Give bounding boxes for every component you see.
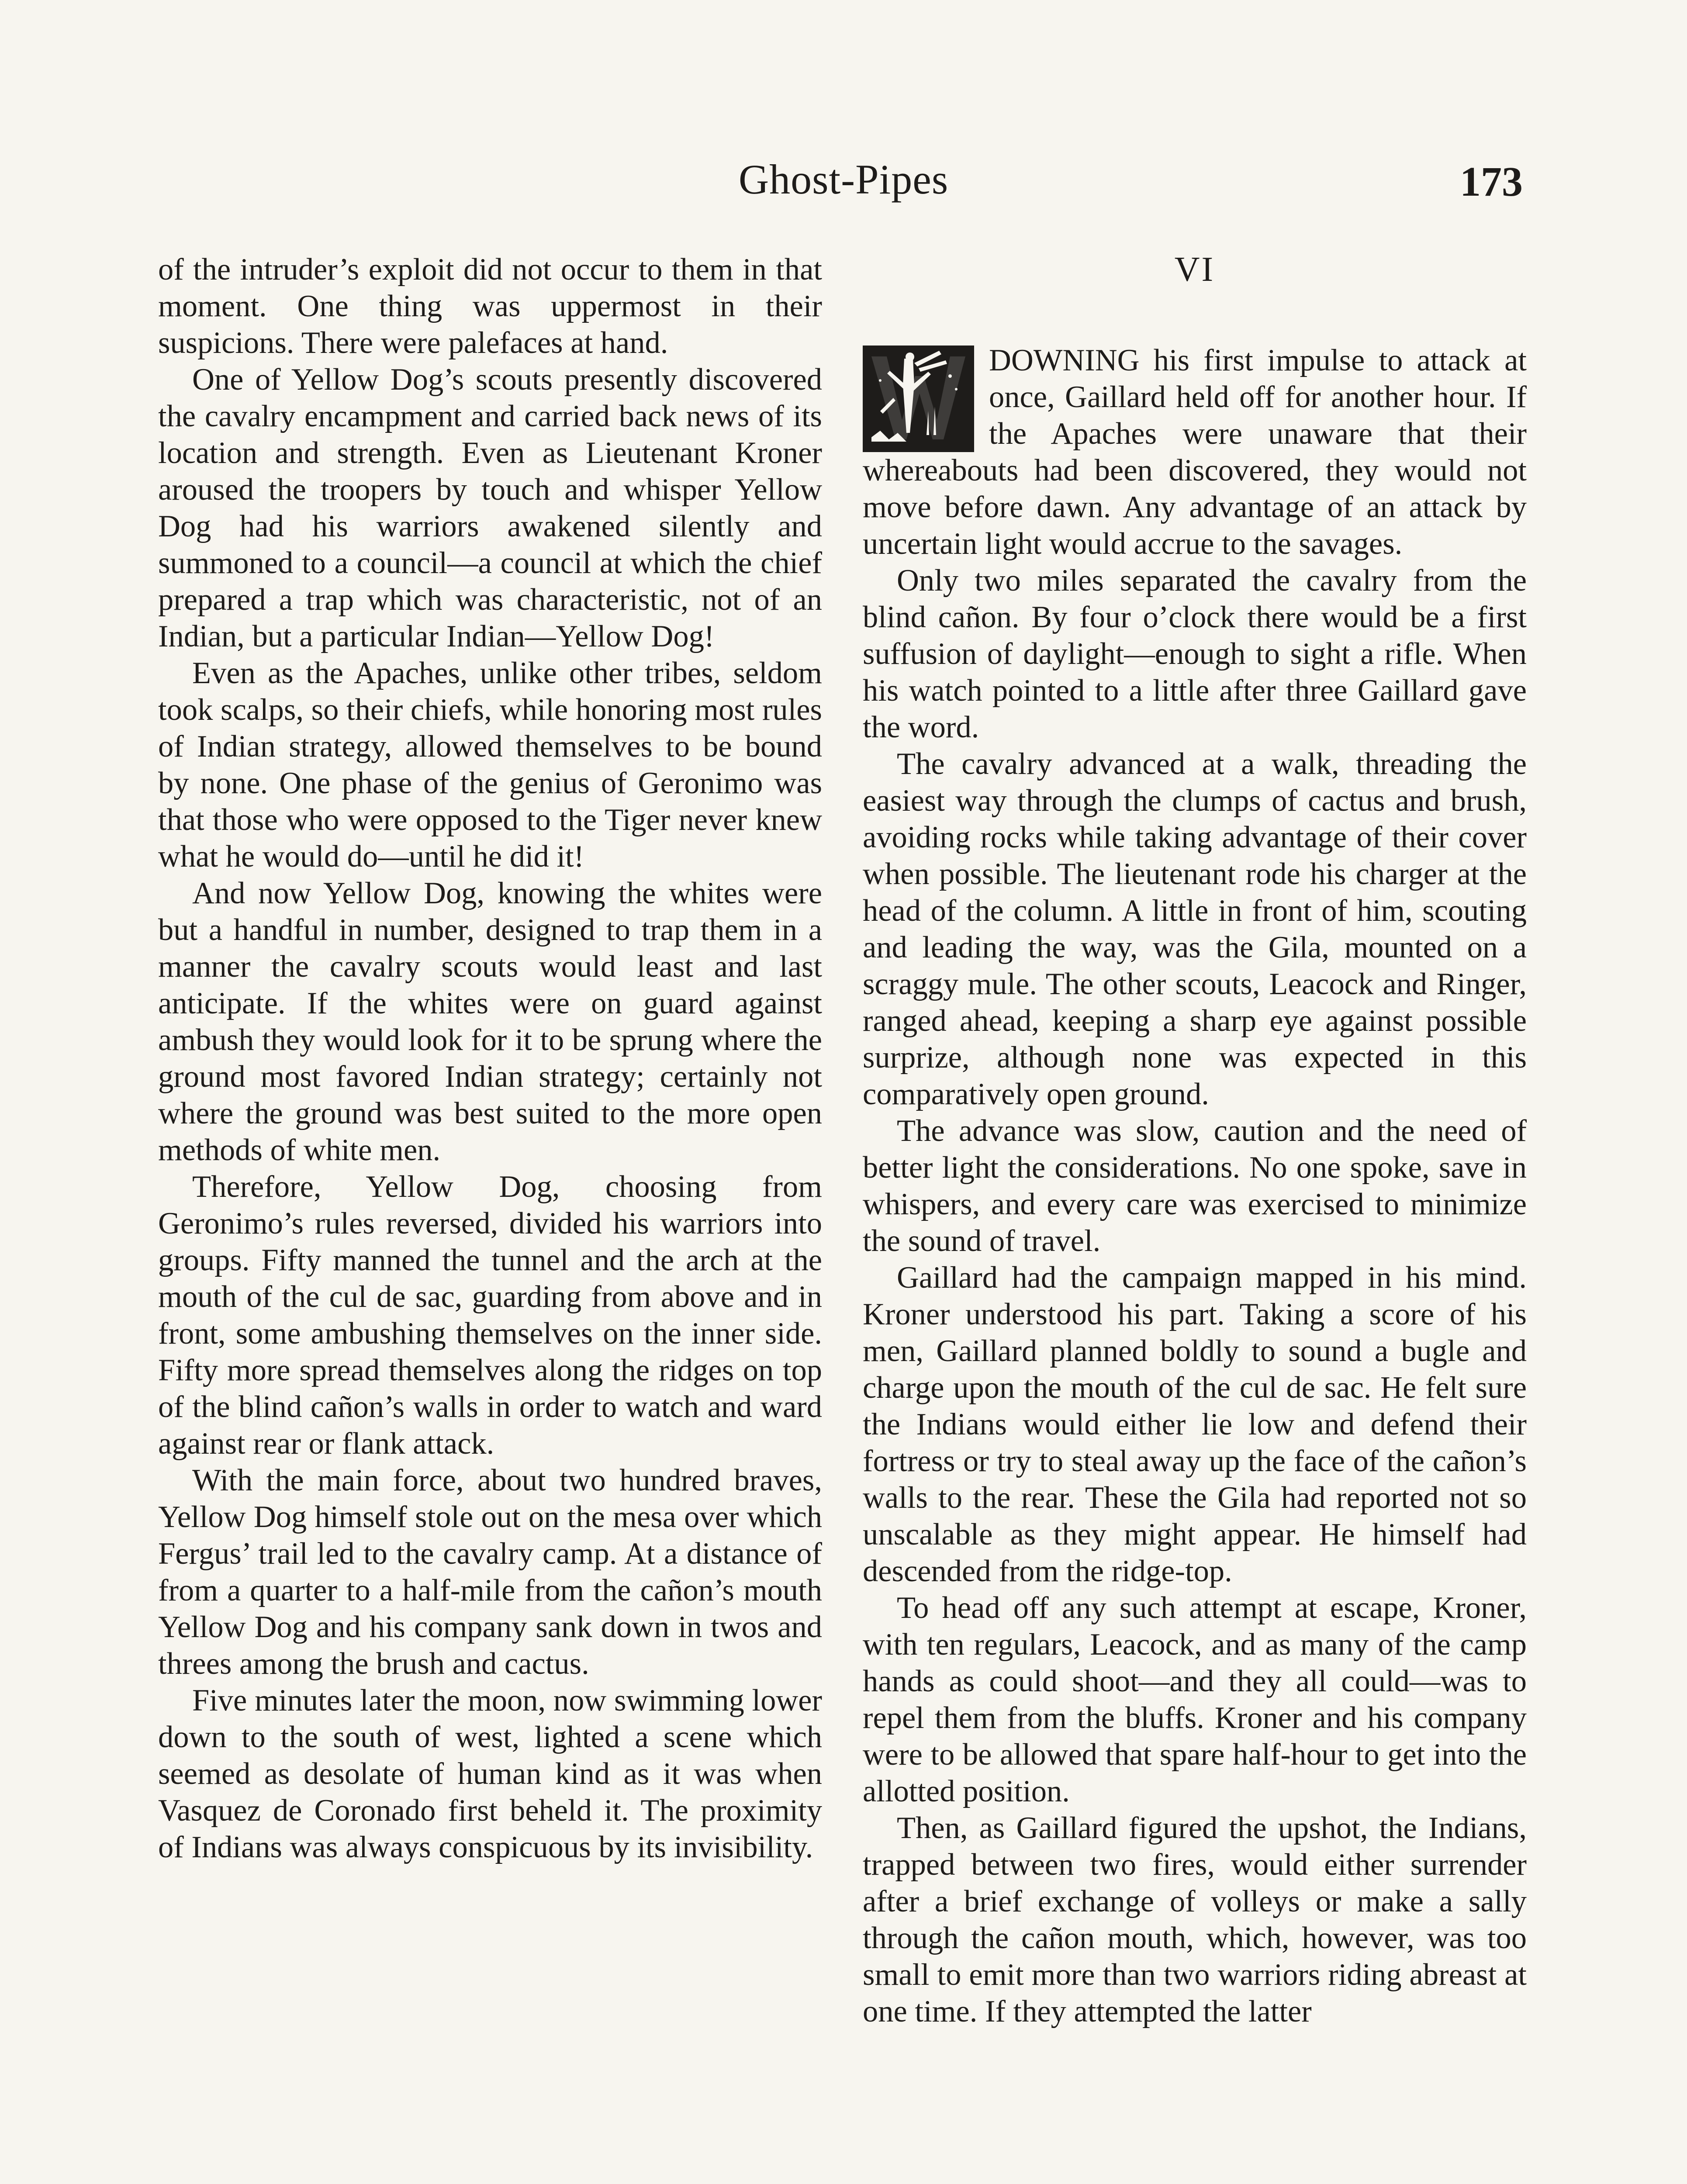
paragraph: One of Yellow Dog’s scouts presently discovered the cavalry encampment and carried back news of its location and strength. Even as Lieutenant Kroner aroused the troopers by touch and whisper Yellow Dog had his warriors awakened silently and summoned to a council—a council at which the chief prepared a trap which was characteristic, not of an Indian, but a particular Indian—Yellow Dog! <box>158 363 822 653</box>
paragraph-with-dropcap <box>863 342 1527 562</box>
paragraph: Therefore, Yellow Dog, choosing from Geronimo’s rules reversed, divided his warriors into groups. Fifty manned the tunnel and the arch at the mouth of the cul de sac, guarding from above and in front, some ambushing themselves on the inner side. Fifty more spread themselves along the ridges on top of the blind cañon’s walls in order to watch and ward against rear or flank attack. <box>158 1170 822 1461</box>
page-number: 173 <box>1460 158 1523 205</box>
paragraph: And now Yellow Dog, knowing the whites were but a handful in number, designed to trap them in a manner the cavalry scouts would least and last anticipate. If the whites were on guard against ambush they would look for it to be sprung where the ground most favored Indian strategy; certainly not where the ground was best suited to the more open methods of white men. <box>158 876 822 1167</box>
right-text-column <box>863 251 1527 2030</box>
paragraph: With the main force, about two hundred braves, Yellow Dog himself stole out on the mesa over which Fergus’ trail led to the cavalry camp. At a distance of from a quarter to a half-mile from the cañon’s mouth Yellow Dog and his company sank down in twos and threes among the brush and cactus. <box>158 1463 822 1681</box>
ornamental-initial-icon <box>863 346 974 452</box>
chapter-heading: VI <box>1174 250 1215 289</box>
paragraph: Only two miles separated the cavalry from the blind cañon. By four o’clock there would be a first suffusion of daylight—enough to sight a rifle. When his watch pointed to a little after three Gaillard gave the word. <box>863 563 1527 744</box>
paragraph: The advance was slow, caution and the need of better light the considerations. No one spoke, save in whispers, and every care was exercised to minimize the sound of travel. <box>863 1114 1527 1258</box>
left-text-column <box>158 251 822 1866</box>
paragraph: of the intruder’s exploit did not occur to them in that moment. One thing was uppermost in their suspicions. There were palefaces at hand. <box>158 252 822 360</box>
paragraph: Five minutes later the moon, now swimming lower down to the south of west, lighted a scene which seemed as desolate of human kind as it was when Vasquez de Coronado first beheld it. The proximity of Indians was always conspicuous by its invisibility. <box>158 1683 822 1864</box>
paragraph-text: DOWNING his first impulse to attack at once, Gaillard held off for another hour. If the Apaches were unaware that their whereabouts had been discovered, they would not move before dawn. Any advantage of an attack by uncertain light would accrue to the savages. <box>863 343 1527 561</box>
paragraph: Gaillard had the campaign mapped in his mind. Kroner understood his part. Taking a score of his men, Gaillard planned boldly to sound a bugle and charge upon the mouth of the cul de sac. He felt sure the Indians would either lie low and defend their fortress or try to steal away up the face of the cañon’s walls to the rear. These the Gila had reported not so unscalable as they might appear. He himself had descended from the ridge-top. <box>863 1261 1527 1588</box>
paragraph: To head off any such attempt at escape, Kroner, with ten regulars, Leacock, and as many of the camp hands as could shoot—and they all could—was to repel them from the bluffs. Kroner and his company were to be allowed that spare half-hour to get into the allotted position. <box>863 1591 1527 1808</box>
paragraph: Even as the Apaches, unlike other tribes, seldom took scalps, so their chiefs, while honoring most rules of Indian strategy, allowed themselves to be bound by none. One phase of the genius of Geronimo was that those who were opposed to the Tiger never knew what he would do—until he did it! <box>158 656 822 874</box>
running-title: Ghost-Pipes <box>738 156 949 203</box>
paragraph: The cavalry advanced at a walk, threading the easiest way through the clumps of cactus and brush, avoiding rocks while taking advantage of their cover when possible. The lieutenant rode his charger at the head of the column. A little in front of him, scouting and leading the way, was the Gila, mounted on a scraggy mule. The other scouts, Leacock and Ringer, ranged ahead, keeping a sharp eye against possible surprize, although none was expected in this comparatively open ground. <box>863 747 1527 1111</box>
paragraph: Then, as Gaillard figured the upshot, the Indians, trapped between two fires, would either surrender after a brief exchange of volleys or make a sally through the cañon mouth, which, however, was too small to emit more than two warriors riding abreast at one time. If they attempted the latter <box>863 1811 1527 2028</box>
dropcap-illustration <box>863 346 974 452</box>
